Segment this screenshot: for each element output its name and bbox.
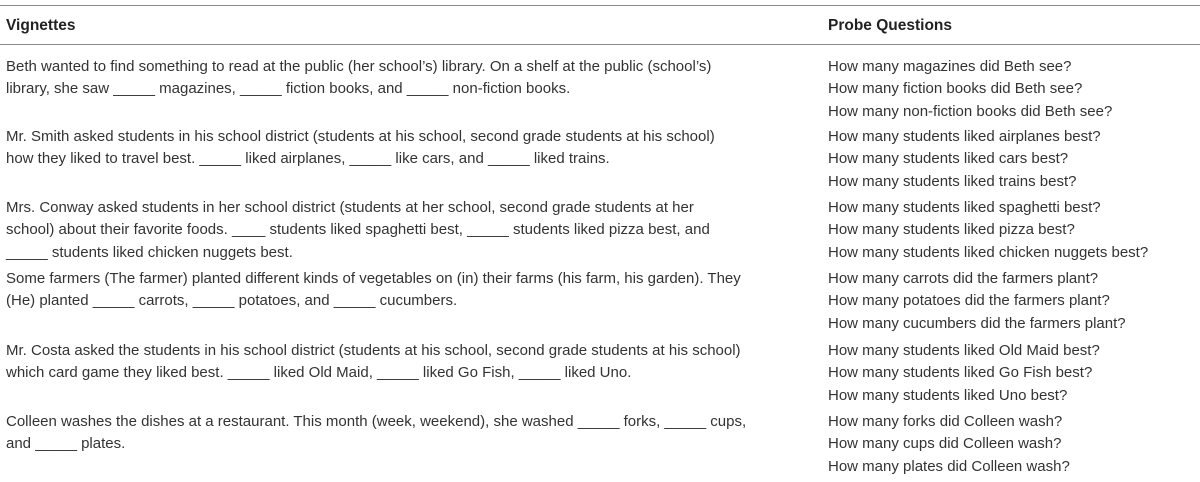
column-header-vignettes: Vignettes xyxy=(6,17,76,34)
vignette-line: Mr. Smith asked students in his school district (students at his school, second grade students at his school) xyxy=(6,128,715,145)
probe-question: How many students liked airplanes best? xyxy=(828,128,1101,145)
vignette-cell xyxy=(6,268,806,313)
vignette-line: library, she saw _____ magazines, _____ fiction books, and _____ non-fiction books. xyxy=(6,80,571,98)
probe-questions-cell xyxy=(828,411,1200,478)
probe-question: How many students liked trains best? xyxy=(828,172,1077,190)
probe-question: How many students liked spaghetti best? xyxy=(828,199,1101,216)
vignette-cell xyxy=(6,197,806,264)
probe-question: How many magazines did Beth see? xyxy=(828,58,1072,75)
vignette-line: (He) planted _____ carrots, _____ potatoes, and _____ cucumbers. xyxy=(6,292,458,310)
vignette-line: _____ students liked chicken nuggets best. xyxy=(6,243,293,261)
column-header-probe-questions: Probe Questions xyxy=(828,17,953,34)
table-top-rule xyxy=(0,5,1200,6)
probe-questions-cell xyxy=(828,197,1200,264)
probe-question: How many plates did Colleen wash? xyxy=(828,457,1070,475)
vignette-line: Beth wanted to find something to read at the public (her school’s) library. On a shelf at the public (school’s) xyxy=(6,58,712,75)
vignette-line: school) about their favorite foods. ____ students liked spaghetti best, _____ students liked pizza best, and xyxy=(6,221,710,239)
probe-question: How many fiction books did Beth see? xyxy=(828,80,1083,98)
vignette-cell xyxy=(6,56,806,101)
probe-questions-cell xyxy=(828,56,1200,123)
probe-question: How many students liked chicken nuggets best? xyxy=(828,243,1149,261)
probe-question: How many carrots did the farmers plant? xyxy=(828,270,1099,287)
vignette-line: Mrs. Conway asked students in her school district (students at her school, second grade students at her xyxy=(6,199,694,216)
vignette-line: Colleen washes the dishes at a restaurant. This month (week, weekend), she washed _____ forks, _____ cups, xyxy=(6,413,747,430)
vignette-line: and _____ plates. xyxy=(6,435,126,453)
probe-question: How many students liked cars best? xyxy=(828,150,1069,168)
probe-question: How many cucumbers did the farmers plant? xyxy=(828,314,1126,332)
probe-questions-cell xyxy=(828,126,1200,193)
vignette-line: Mr. Costa asked the students in his school district (students at his school, second grade students at his school) xyxy=(6,342,741,359)
probe-questions-cell xyxy=(828,340,1200,407)
probe-question: How many students liked Go Fish best? xyxy=(828,364,1093,382)
vignette-line: which card game they liked best. _____ liked Old Maid, _____ liked Go Fish, _____ liked Uno. xyxy=(6,364,632,382)
probe-question: How many non-fiction books did Beth see? xyxy=(828,102,1113,120)
probe-question: How many students liked Old Maid best? xyxy=(828,342,1100,359)
probe-question: How many students liked pizza best? xyxy=(828,221,1075,239)
probe-question: How many forks did Colleen wash? xyxy=(828,413,1063,430)
probe-question: How many students liked Uno best? xyxy=(828,386,1068,404)
vignette-cell xyxy=(6,411,806,456)
vignette-line: how they liked to travel best. _____ liked airplanes, _____ like cars, and _____ liked trains. xyxy=(6,150,610,168)
vignette-line: Some farmers (The farmer) planted different kinds of vegetables on (in) their farms (his farm, his garden). They xyxy=(6,270,741,287)
probe-questions-cell xyxy=(828,268,1200,335)
vignette-cell xyxy=(6,340,806,385)
probe-question: How many cups did Colleen wash? xyxy=(828,435,1062,453)
header-rule xyxy=(0,44,1200,45)
vignette-cell xyxy=(6,126,806,171)
probe-question: How many potatoes did the farmers plant? xyxy=(828,292,1110,310)
